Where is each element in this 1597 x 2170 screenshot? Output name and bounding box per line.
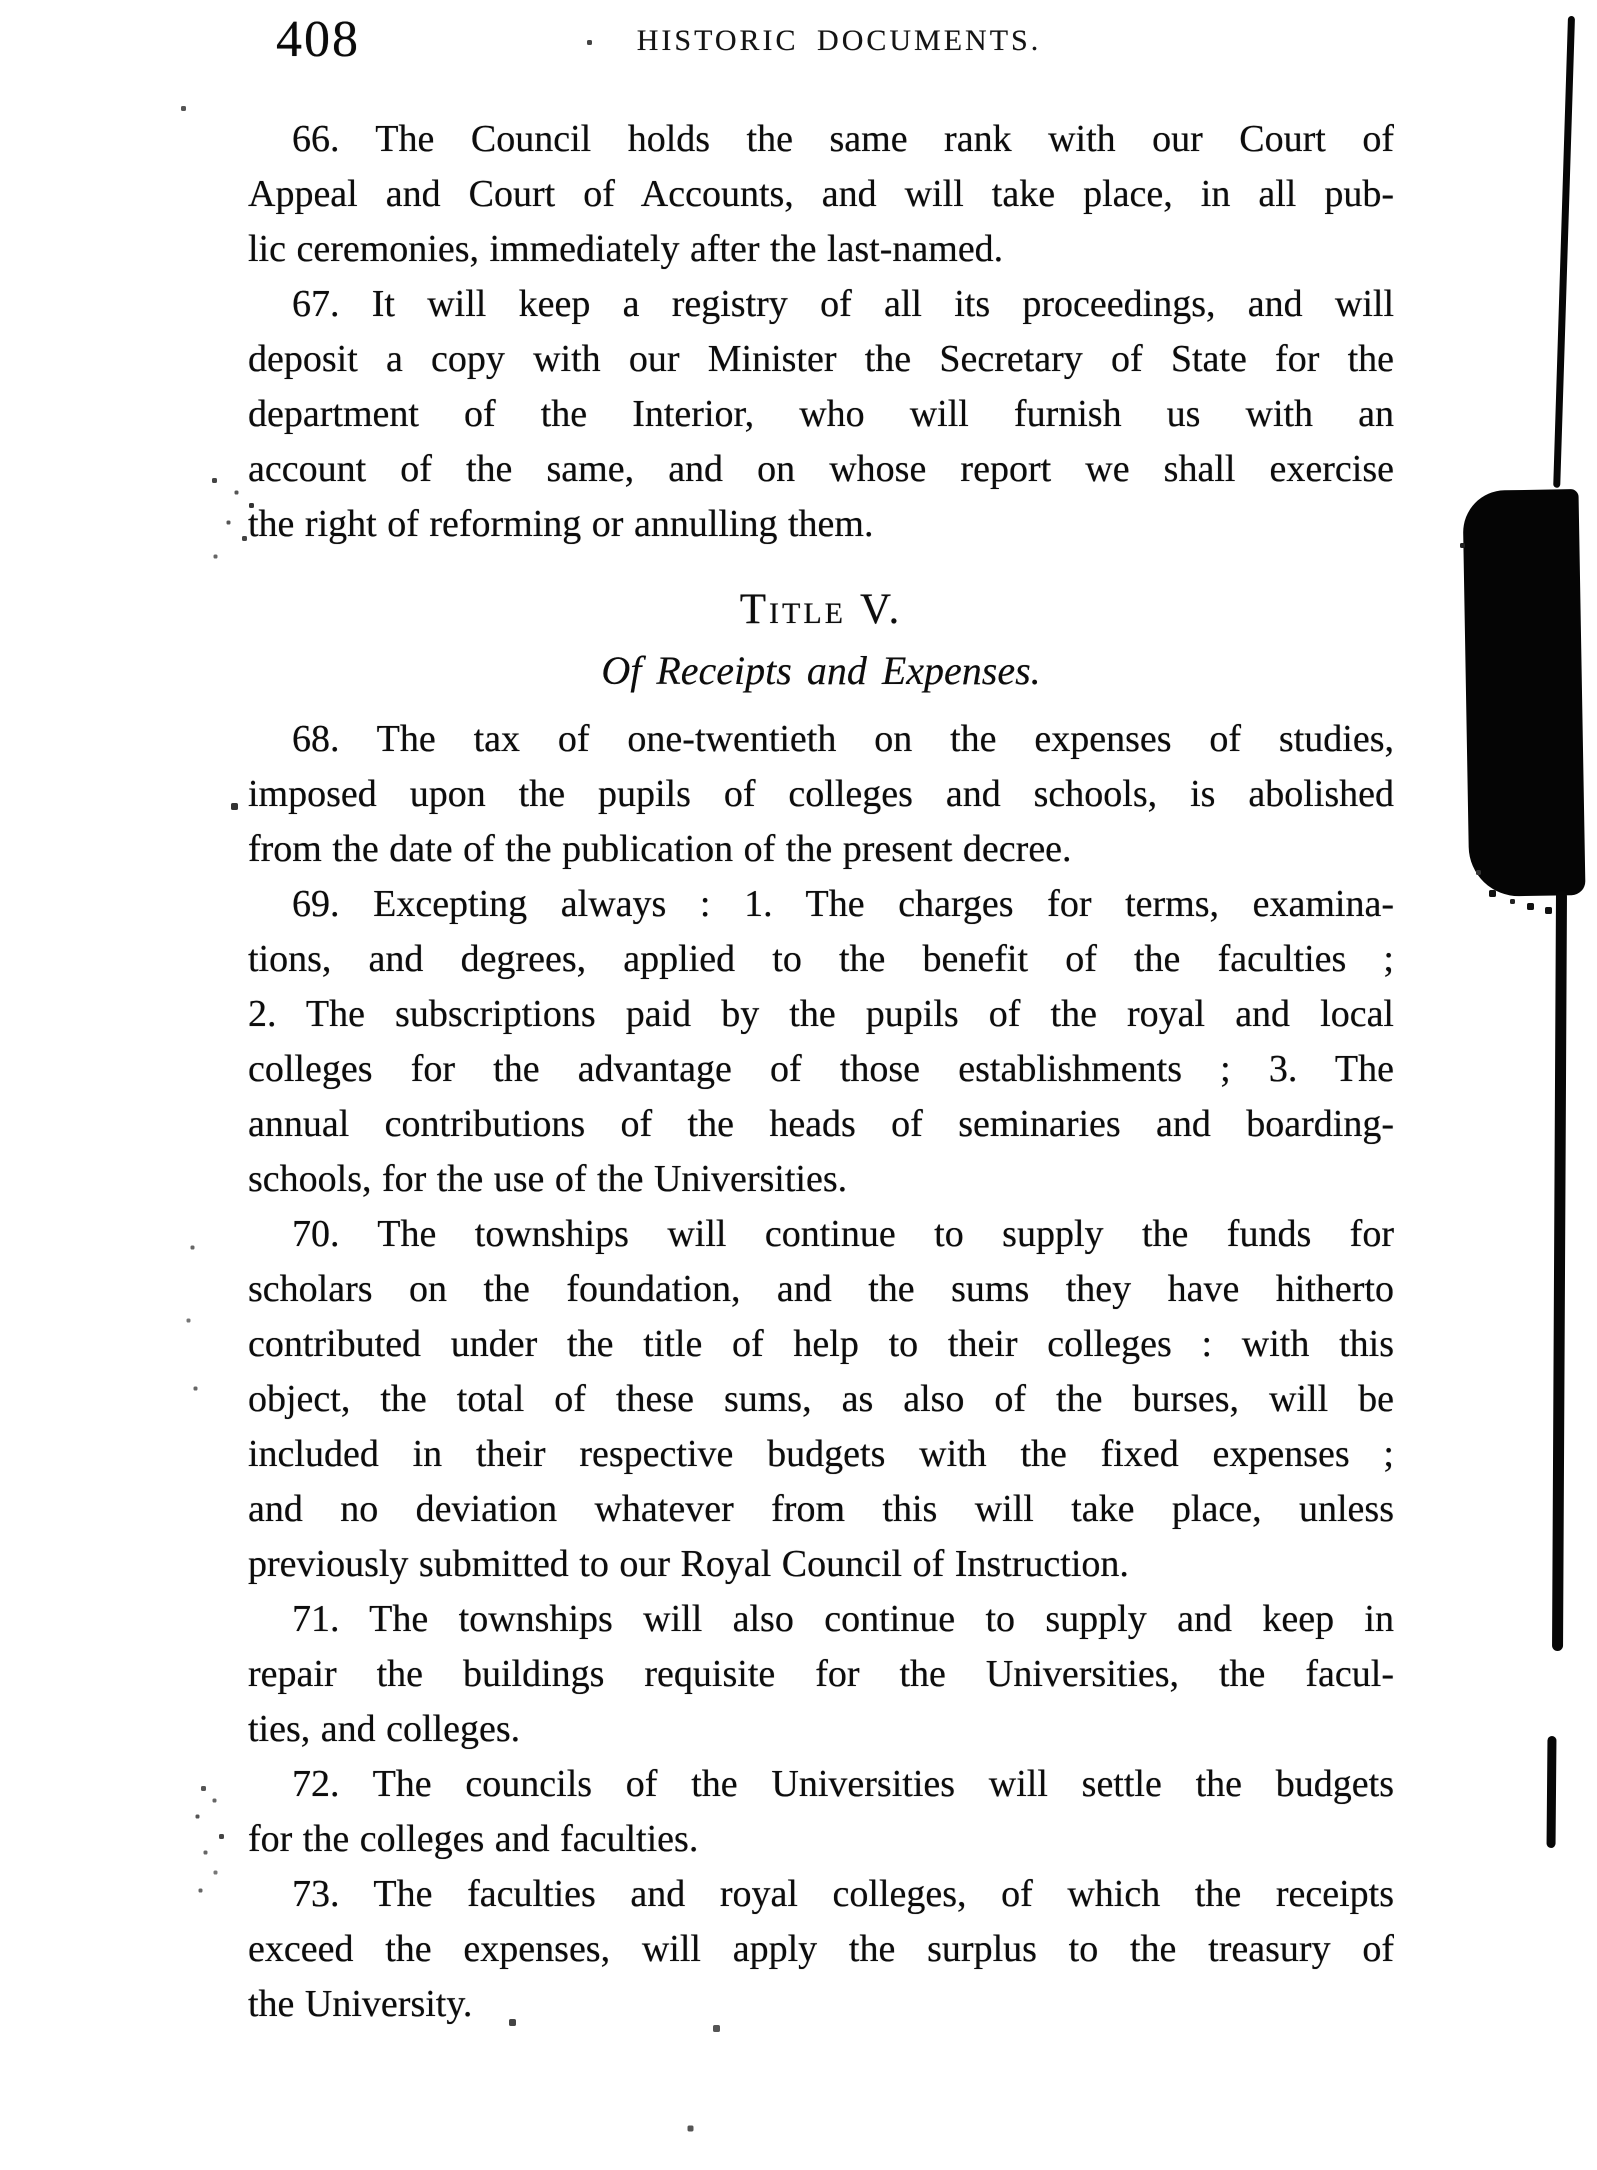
text-line: 73. The faculties and royal colleges, of which the receipts bbox=[292, 1873, 1394, 1915]
text-line: colleges for the advantage of those establishments ; 3. The bbox=[248, 1048, 1394, 1090]
paragraph-70 bbox=[248, 1207, 1394, 1592]
text-line: the University. bbox=[248, 1983, 473, 2025]
section-title: Title V. bbox=[739, 586, 903, 633]
scan-artifact-gutter-line-top bbox=[1553, 16, 1575, 488]
paragraph-66 bbox=[248, 112, 1394, 277]
ink-speckles bbox=[0, 0, 1, 1]
text-line: repair the buildings requisite for the Universities, the facul- bbox=[248, 1653, 1394, 1695]
page-number: 408 bbox=[276, 11, 360, 68]
text-line: 71. The townships will also continue to supply and keep in bbox=[292, 1598, 1394, 1640]
text-line: lic ceremonies, immediately after the last-named. bbox=[248, 228, 1004, 270]
text-line: Appeal and Court of Accounts, and will take place, in all pub- bbox=[248, 173, 1394, 215]
running-head: HISTORIC DOCUMENTS. bbox=[636, 24, 1042, 57]
text-line: scholars on the foundation, and the sums they have hitherto bbox=[248, 1268, 1394, 1310]
text-line: 67. It will keep a registry of all its proceedings, and will bbox=[292, 283, 1394, 325]
text-line: and no deviation whatever from this will take place, unless bbox=[248, 1488, 1394, 1530]
text-line: included in their respective budgets with the fixed expenses ; bbox=[248, 1433, 1394, 1475]
paragraph-67 bbox=[248, 277, 1394, 552]
text-line: 70. The townships will continue to supply the funds for bbox=[292, 1213, 1394, 1255]
page-body bbox=[248, 112, 1394, 2032]
text-line: department of the Interior, who will furnish us with an bbox=[248, 393, 1394, 435]
text-line: for the colleges and faculties. bbox=[248, 1818, 699, 1860]
text-line: from the date of the publication of the present decree. bbox=[248, 828, 1072, 870]
scan-artifact-gutter-line-bottom bbox=[1547, 1736, 1557, 1848]
text-line: contributed under the title of help to their colleges : with this bbox=[248, 1323, 1394, 1365]
text-line: 66. The Council holds the same rank with our Court of bbox=[292, 118, 1394, 160]
text-line: 2. The subscriptions paid by the pupils of the royal and local bbox=[248, 993, 1394, 1035]
text-line: deposit a copy with our Minister the Secretary of State for the bbox=[248, 338, 1394, 380]
text-line: imposed upon the pupils of colleges and schools, is abolished bbox=[248, 773, 1394, 815]
text-line: 72. The councils of the Universities will settle the budgets bbox=[292, 1763, 1394, 1805]
paragraph-69 bbox=[248, 877, 1394, 1207]
text-line: annual contributions of the heads of seminaries and boarding- bbox=[248, 1103, 1394, 1145]
text-line: previously submitted to our Royal Council of Instruction. bbox=[248, 1543, 1129, 1585]
paragraph-71 bbox=[248, 1592, 1394, 1757]
section-subtitle: Of Receipts and Expenses. bbox=[601, 648, 1041, 693]
text-line: ties, and colleges. bbox=[248, 1708, 521, 1750]
scan-artifact-gutter-line-middle bbox=[1552, 891, 1567, 1651]
text-line: schools, for the use of the Universities. bbox=[248, 1158, 848, 1200]
text-line: 68. The tax of one-twentieth on the expenses of studies, bbox=[292, 718, 1394, 760]
paragraph-72 bbox=[248, 1757, 1394, 1867]
text-line: the right of reforming or annulling them. bbox=[248, 503, 874, 545]
scan-artifact-ink-blob bbox=[1462, 489, 1585, 897]
paragraph-73 bbox=[248, 1867, 1394, 2032]
text-line: tions, and degrees, applied to the benefit of the faculties ; bbox=[248, 938, 1394, 980]
text-line: account of the same, and on whose report we shall exercise bbox=[248, 448, 1394, 490]
text-line: object, the total of these sums, as also of the burses, will be bbox=[248, 1378, 1394, 1420]
text-line: 69. Excepting always : 1. The charges for terms, examina- bbox=[292, 883, 1394, 925]
paragraph-68 bbox=[248, 712, 1394, 877]
text-line: exceed the expenses, will apply the surplus to the treasury of bbox=[248, 1928, 1394, 1970]
